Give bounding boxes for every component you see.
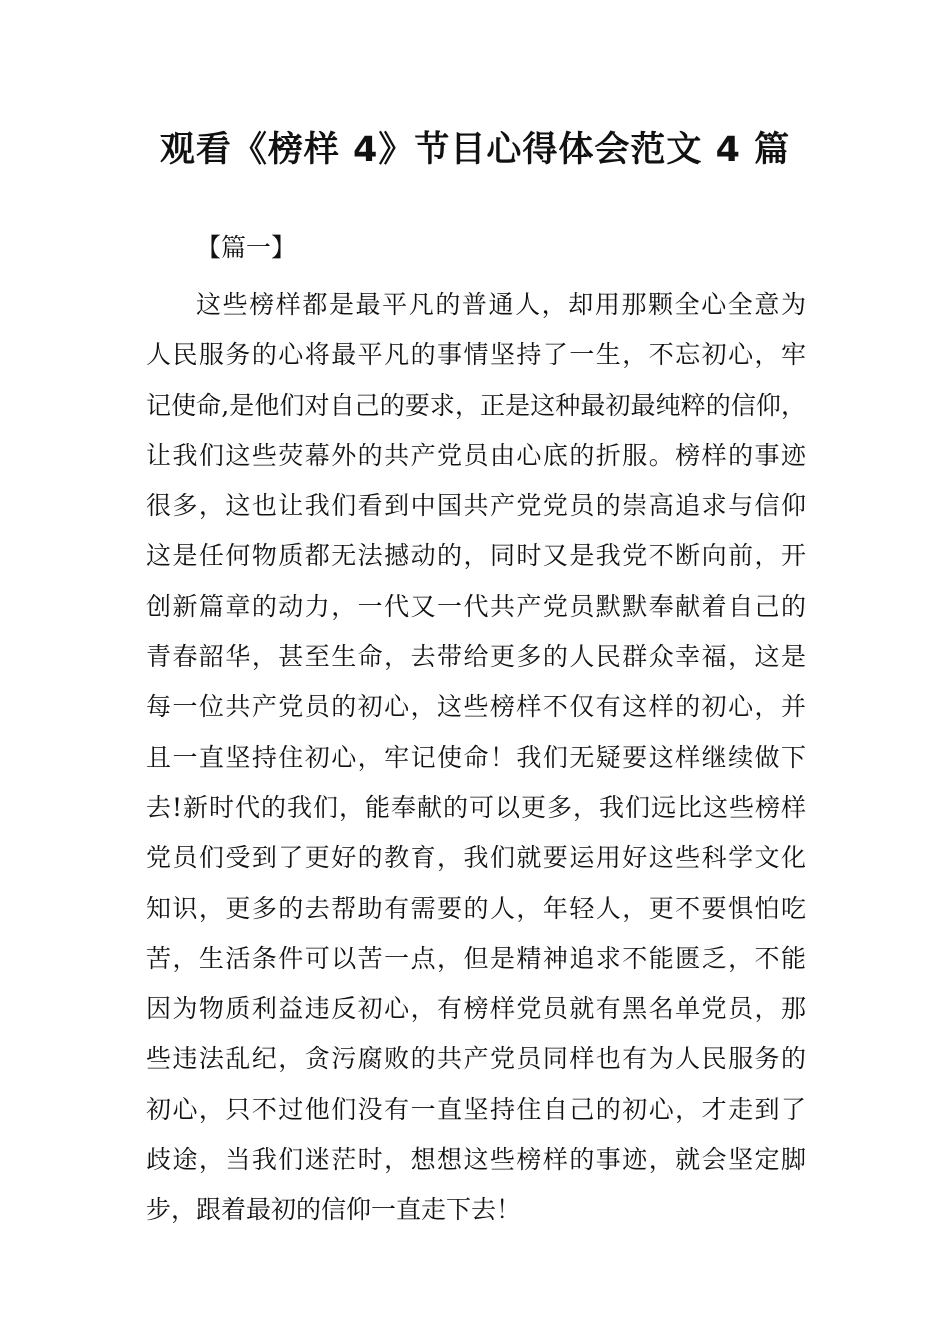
- paragraph-line: 创新篇章的动力，一代又一代共产党员默默奉献着自己的: [146, 591, 806, 621]
- paragraph-line: 青春韶华，甚至生命，去带给更多的人民群众幸福，这是: [146, 642, 806, 672]
- paragraph-line: 人民服务的心将最平凡的事情坚持了一生，不忘初心，牢: [146, 340, 806, 370]
- paragraph-line: 每一位共产党员的初心，这些榜样不仅有这样的初心，并: [146, 692, 806, 722]
- paragraph-line: 去!新时代的我们，能奉献的可以更多，我们远比这些榜样: [146, 792, 806, 822]
- paragraph-line: 歧途，当我们迷茫时，想想这些榜样的事迹，就会坚定脚: [146, 1145, 806, 1175]
- paragraph-line: 记使命,是他们对自己的要求，正是这种最初最纯粹的信仰，: [146, 390, 806, 420]
- document-title: 观看《榜样 4》节目心得体会范文 4 篇: [159, 130, 791, 170]
- section-heading: 【篇一】: [196, 233, 297, 262]
- paragraph-line: 这些榜样都是最平凡的普通人，却用那颗全心全意为: [196, 290, 806, 319]
- paragraph-line: 知识，更多的去帮助有需要的人，年轻人，更不要惧怕吃: [146, 893, 806, 923]
- paragraph-line: 步，跟着最初的信仰一直走下去！: [146, 1195, 522, 1225]
- paragraph-line: 些违法乱纪，贪污腐败的共产党员同样也有为人民服务的: [146, 1044, 806, 1074]
- paragraph: [146, 280, 806, 1236]
- paragraph-line: 初心，只不过他们没有一直坚持住自己的初心，才走到了: [146, 1094, 806, 1124]
- paragraph-line: 让我们这些荧幕外的共产党员由心底的折服。榜样的事迹: [146, 440, 806, 470]
- paragraph-line: 苦，生活条件可以苦一点，但是精神追求不能匮乏，不能: [146, 943, 806, 973]
- paragraph-line: 且一直坚持住初心，牢记使命！我们无疑要这样继续做下: [146, 742, 806, 772]
- paragraph-line: 这是任何物质都无法撼动的，同时又是我党不断向前，开: [146, 541, 806, 571]
- paragraph-line: 党员们受到了更好的教育，我们就要运用好这些科学文化: [146, 843, 806, 873]
- paragraph-line: 很多，这也让我们看到中国共产党党员的崇高追求与信仰: [146, 491, 806, 521]
- paragraph-line: 因为物质利益违反初心，有榜样党员就有黑名单党员，那: [146, 994, 806, 1024]
